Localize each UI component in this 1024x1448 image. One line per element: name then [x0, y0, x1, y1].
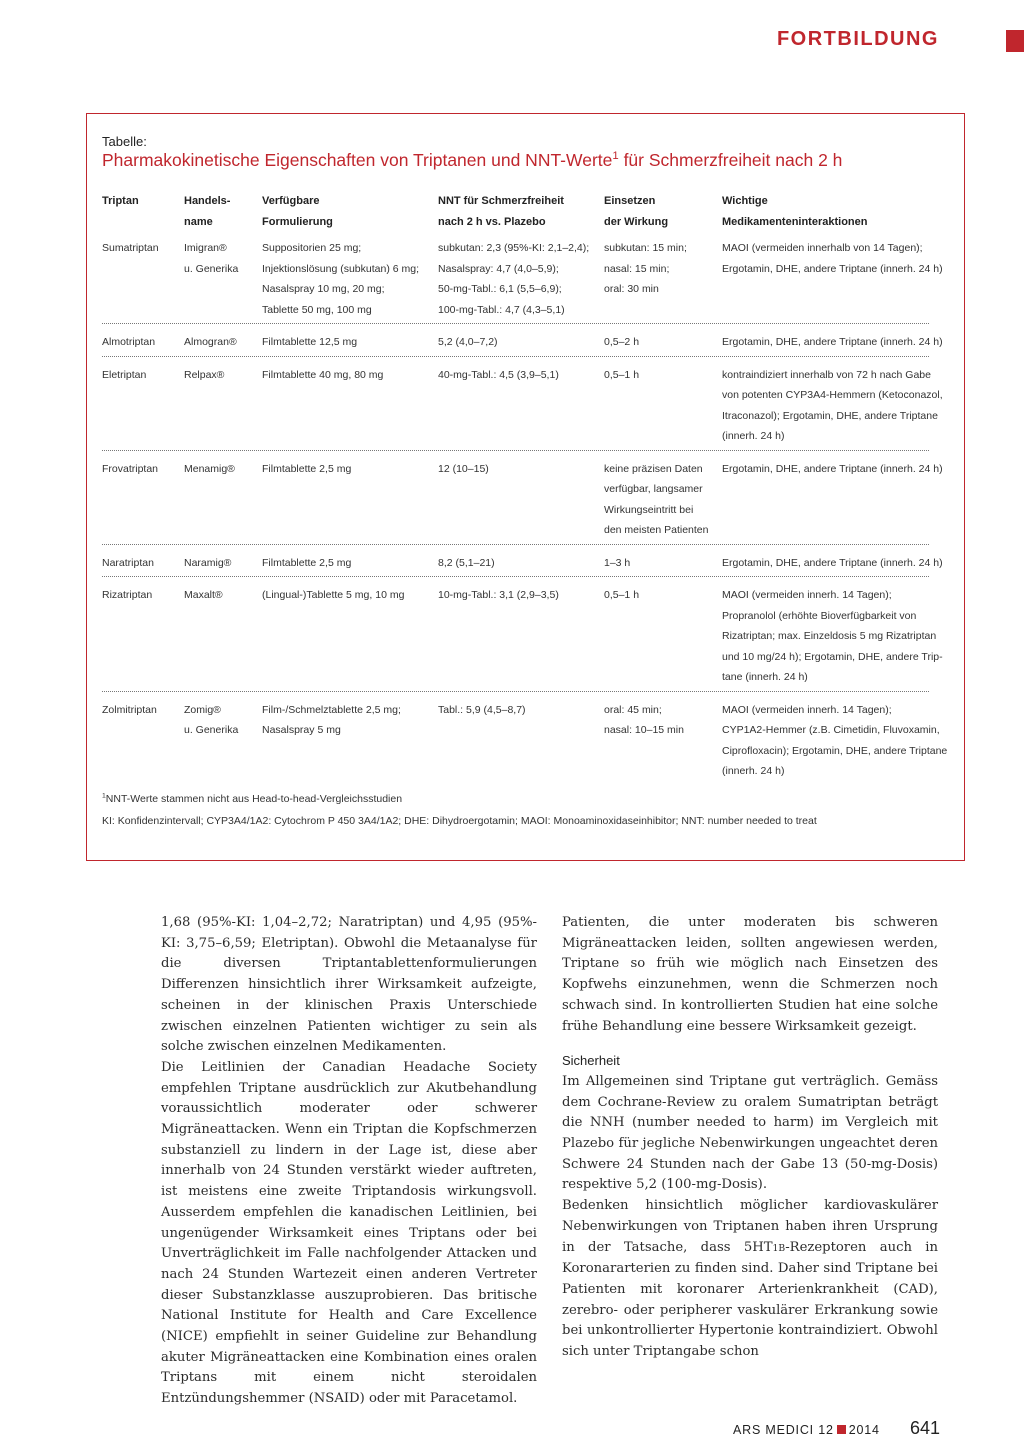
table-cell-onset [604, 365, 639, 386]
table-cell-name [184, 553, 231, 574]
row-separator [102, 323, 929, 324]
table-cell-line: Filmtablette 2,5 mg [262, 556, 352, 569]
table-cell-line: u. Generika [184, 724, 239, 736]
table-cell-formulation [262, 585, 404, 606]
table-cell-line: nasal: 15 min; [604, 262, 670, 275]
footnote-1: $^1$NNT-Werte stammen nicht aus Head-to-head-Vergleichsstudien [102, 792, 403, 805]
table-cell-formulation [262, 553, 351, 574]
table-cell-formulation [262, 238, 419, 320]
table-cell-name [184, 238, 238, 279]
table-cell-line: oral: 45 min; [604, 703, 662, 716]
table-cell-nnt [438, 332, 498, 353]
table-cell-triptan [102, 459, 158, 480]
table-cell-nnt [438, 553, 495, 574]
table-cell-line: MAOI (vermeiden innerhalb von 14 Tagen); [722, 242, 923, 254]
table-cell-formulation [262, 365, 383, 386]
table-cell-line: Tablette 50 mg, 100 mg [262, 303, 372, 316]
footer-journal: ARS MEDICI 12 2014 [733, 1423, 880, 1437]
table-cell-line: 0,5–1 h [604, 589, 640, 601]
table-cell-nnt [438, 585, 559, 606]
table-cell-line: Naramig® [184, 556, 232, 569]
table-cell-line: Rizatriptan [102, 589, 153, 601]
table-cell-line: kontraindiziert innerhalb von 72 h nach Gabe [722, 368, 931, 381]
body-paragraph: 1,68 (95%-KI: 1,04–2,72; Naratriptan) und 4,95 (95%-KI: 3,75–6,59; Eletriptan). Obwohl die Metaanalyse für die diversen Triptantablettenformulierungen Differenzen hinsichtlich ihrer Wirksamkeit aufzeigte, scheinen in der klinischen Praxis Unterschiede zwischen einzelnen Patienten wichtiger zu sein als solche zwischen einzelnen Medikamenten. [161, 915, 537, 1055]
row-separator [102, 356, 929, 357]
table-cell-line: Wirkungseintritt bei [604, 503, 694, 516]
table-box [86, 113, 965, 861]
table-cell-name [184, 700, 238, 741]
table-cell-line: verfügbar, langsamer [604, 483, 703, 495]
table-cell-line: und 10 mg/24 h); Ergotamin, DHE, andere Trip- [722, 650, 943, 663]
row-separator [102, 576, 929, 577]
table-cell-line: Nasalspray 10 mg, 20 mg; [262, 283, 385, 295]
table-cell-line: Ergotamin, DHE, andere Triptane (innerh. 24 h) [722, 556, 943, 569]
table-cell-line: Ergotamin, DHE, andere Triptane (innerh. 24 h) [722, 336, 943, 348]
table-cell-formulation [262, 459, 351, 480]
table-cell-onset [604, 553, 630, 574]
table-cell-line: 100-mg-Tabl.: 4,7 (4,3–5,1) [438, 303, 565, 316]
table-cell-line: Menamig® [184, 462, 235, 475]
body-paragraph: Im Allgemeinen sind Triptane gut verträglich. Gemäss dem Cochrane-Review zu oralem Sumatriptan beträgt die NNH (number needed to harm) im Vergleich mit Plazebo für jegliche Nebenwirkungen ungeachtet deren Schwere 24 Stunden nach der Gabe 13 (50-mg-Dosis) respektive 5,2 (100-mg-Dosis). [562, 1073, 938, 1193]
table-cell-triptan [102, 332, 155, 353]
table-cell-interactions [722, 700, 948, 782]
table-cell-line: Tabl.: 5,9 (4,5–8,7) [438, 703, 526, 716]
table-cell-line: 0,5–2 h [604, 336, 640, 348]
table-title [102, 150, 952, 171]
table-cell-line: Propranolol (erhöhte Bioverfügbarkeit von [722, 609, 917, 622]
table-cell-line: CYP1A2-Hemmer (z.B. Cimetidin, Fluvoxamin, [722, 724, 940, 736]
table-cell-onset [604, 459, 709, 541]
table-cell-triptan [102, 238, 159, 259]
table-cell-nnt [438, 365, 559, 386]
table-cell-nnt [438, 700, 526, 721]
body-paragraph: Bedenken hinsichtlich möglicher kardiovaskulärer Nebenwirkungen von Triptanen haben ihren Ursprung in der Tatsache, dass 5HT1B-Rezeptoren auch in Koronararterien zu finden sind. Daher sind Triptane bei Patienten mit koronarer Arterienkrankheit (CAD), zerebro- oder peripherer vaskulärer Erkrankung sowie bei unkontrollierter Hypertonie kontraindiziert. Obwohl sich unter Triptangabe schon [562, 1198, 938, 1360]
table-cell-line: Maxalt® [184, 589, 223, 601]
footnote-2: KI: Konfidenzintervall; CYP3A4/1A2: Cytochrom P 450 3A4/1A2; DHE: Dihydroergotamin; MAOI: Monoaminoxidaseinhibitor; NNT: number needed to treat [102, 815, 817, 827]
header-cell-triptan: Triptan [102, 195, 139, 207]
footer-accent-square [837, 1425, 846, 1434]
table-cell-line: MAOI (vermeiden innerh. 14 Tagen); [722, 589, 892, 601]
table-cell-onset [604, 332, 639, 353]
header-cell-name: Handels- name [184, 195, 231, 228]
table-cell-line: nasal: 10–15 min [604, 724, 684, 736]
table-cell-line: Frovatriptan [102, 462, 159, 475]
table-cell-triptan [102, 585, 152, 606]
table-cell-line: 0,5–1 h [604, 368, 640, 381]
table-cell-triptan [102, 700, 157, 721]
table-cell-line: Film-/Schmelztablette 2,5 mg; [262, 703, 401, 716]
table-cell-interactions [722, 365, 943, 447]
table-cell-line: 5,2 (4,0–7,2) [438, 336, 498, 348]
table-cell-interactions [722, 332, 943, 353]
table-cell-name [184, 332, 237, 353]
table-cell-name [184, 365, 224, 386]
table-cell-line: Filmtablette 12,5 mg [262, 336, 358, 348]
row-separator [102, 691, 929, 692]
table-cell-line: Imigran® [184, 242, 227, 254]
table-cell-line: Almogran® [184, 336, 237, 348]
table-cell-nnt [438, 238, 589, 320]
table-title-tail: für Schmerzfreiheit nach 2 h [618, 150, 843, 170]
table-cell-line: subkutan: 15 min; [604, 242, 687, 254]
table-cell-line: Rizatriptan; max. Einzeldosis 5 mg Rizatriptan [722, 630, 937, 642]
body-column-right [562, 913, 938, 1363]
table-cell-line: 1–3 h [604, 556, 631, 569]
body-paragraph: Patienten, die unter moderaten bis schweren Migräneattacken leiden, sollten angewiesen werden, Triptane so früh wie möglich nach Einsetzen des Kopfwehs einzunehmen, wenn die Schmerzen noch schwach sind. In kontrollierten Studien hat eine solche frühe Behandlung eine bessere Wirksamkeit gezeigt. [562, 915, 938, 1034]
body-column-left [161, 913, 537, 1410]
table-cell-line: den meisten Patienten [604, 524, 709, 536]
section-heading: Sicherheit [562, 1053, 620, 1069]
table-cell-line: Ciprofloxacin); Ergotamin, DHE, andere Triptane [722, 744, 948, 757]
table-cell-line: Sumatriptan [102, 242, 159, 254]
table-cell-onset [604, 700, 684, 741]
table-cell-line: (innerh. 24 h) [722, 430, 785, 442]
table-cell-interactions [722, 553, 943, 574]
table-cell-nnt [438, 459, 489, 480]
table-cell-line: Filmtablette 40 mg, 80 mg [262, 368, 384, 381]
table-cell-line: Ergotamin, DHE, andere Triptane (innerh. 24 h) [722, 262, 943, 275]
table-cell-onset [604, 585, 639, 606]
table-cell-line: Suppositorien 25 mg; [262, 242, 362, 254]
table-cell-line: Zolmitriptan [102, 703, 157, 716]
table-cell-line: subkutan: 2,3 (95%-KI: 2,1–2,4); [438, 242, 590, 254]
table-cell-line: tane (innerh. 24 h) [722, 671, 808, 683]
table-cell-name [184, 459, 235, 480]
header-cell-interactions: Wichtige Medikamenteninteraktionen [722, 195, 868, 228]
table-cell-line: von potenten CYP3A4-Hemmern (Ketoconazol, [722, 389, 943, 401]
table-cell-line: Nasalspray: 4,7 (4,0–5,9); [438, 262, 559, 275]
table-cell-line: 50-mg-Tabl.: 6,1 (5,5–6,9); [438, 283, 562, 295]
table-cell-line: Almotriptan [102, 336, 156, 348]
table-cell-line: 10-mg-Tabl.: 3,1 (2,9–3,5) [438, 589, 559, 601]
header-accent-square [1006, 30, 1024, 52]
section-header: FORTBILDUNG [776, 28, 939, 50]
table-cell-formulation [262, 700, 401, 741]
table-cell-line: Itraconazol); Ergotamin, DHE, andere Triptane [722, 409, 938, 422]
header-cell-onset: Einsetzen der Wirkung [604, 195, 669, 228]
table-title-main: Pharmakokinetische Eigenschaften von Triptanen und NNT-Werte [102, 150, 613, 170]
table-cell-triptan [102, 553, 154, 574]
table-cell-triptan [102, 365, 146, 386]
page-number: 641 [910, 1418, 941, 1438]
row-separator [102, 544, 929, 545]
header-cell-formulation: Verfügbare Formulierung [262, 195, 333, 228]
table-cell-interactions [722, 238, 943, 279]
table-cell-line: Nasalspray 5 mg [262, 724, 341, 736]
table-cell-line: 8,2 (5,1–21) [438, 556, 495, 569]
table-cell-formulation [262, 332, 357, 353]
table-cell-name [184, 585, 223, 606]
table-cell-line: Naratriptan [102, 556, 154, 569]
body-paragraph: Die Leitlinien der Canadian Headache Society empfehlen Triptane ausdrücklich zur Akutbehandlung voraussichtlich moderater oder schwerer Migräneattacken. Wenn ein Triptan die Kopfschmerzen substanziell zu lindern in der Lage ist, diese aber innerhalb von 24 Stunden verstärkt wieder auftreten, ist meistens eine zweite Triptandosis wirkungsvoll. Ausserdem empfehlen die kanadischen Leitlinien, bei ungenügender Wirksamkeit eines Triptans oder bei Unverträglichkeit im Falle nachfolgender Attacken und nach 24 Stunden Wartezeit einen anderen Vertreter dieser Substanzklasse auszuprobieren. Das britische National Institute for Health and Care Excellence (NICE) empfiehlt in seiner Guideline zur Behandlung akuter Migräneattacken eine Kombination eines oralen Triptans mit einem nicht steroidalen Entzündungshemmer (NSAID) oder mit Paracetamol. [161, 1059, 537, 1407]
table-cell-line: (Lingual-)Tablette 5 mg, 10 mg [262, 589, 405, 601]
table-cell-line: keine präzisen Daten [604, 462, 703, 475]
table-cell-interactions [722, 585, 943, 688]
table-cell-onset [604, 238, 687, 300]
table-cell-interactions [722, 459, 943, 480]
row-separator [102, 450, 929, 451]
table-cell-line: MAOI (vermeiden innerh. 14 Tagen); [722, 703, 892, 716]
table-cell-line: Injektionslösung (subkutan) 6 mg; [262, 262, 420, 275]
table-cell-line: u. Generika [184, 262, 239, 275]
table-kicker: Tabelle: [102, 134, 147, 149]
table-cell-line: Eletriptan [102, 368, 147, 381]
table-cell-line: Filmtablette 2,5 mg [262, 462, 352, 475]
table-cell-line: 40-mg-Tabl.: 4,5 (3,9–5,1) [438, 368, 559, 381]
table-header-row [102, 191, 947, 231]
header-cell-nnt: NNT für Schmerzfreiheit nach 2 h vs. Plazebo [438, 195, 564, 228]
table-cell-line: Ergotamin, DHE, andere Triptane (innerh. 24 h) [722, 462, 943, 475]
table-cell-line: 12 (10–15) [438, 462, 489, 475]
table-title-sup: 1 [612, 150, 619, 163]
table-cell-line: Zomig® [184, 703, 221, 716]
table-cell-line: (innerh. 24 h) [722, 765, 785, 777]
table-cell-line: Relpax® [184, 368, 225, 381]
table-cell-line: oral: 30 min [604, 283, 659, 295]
